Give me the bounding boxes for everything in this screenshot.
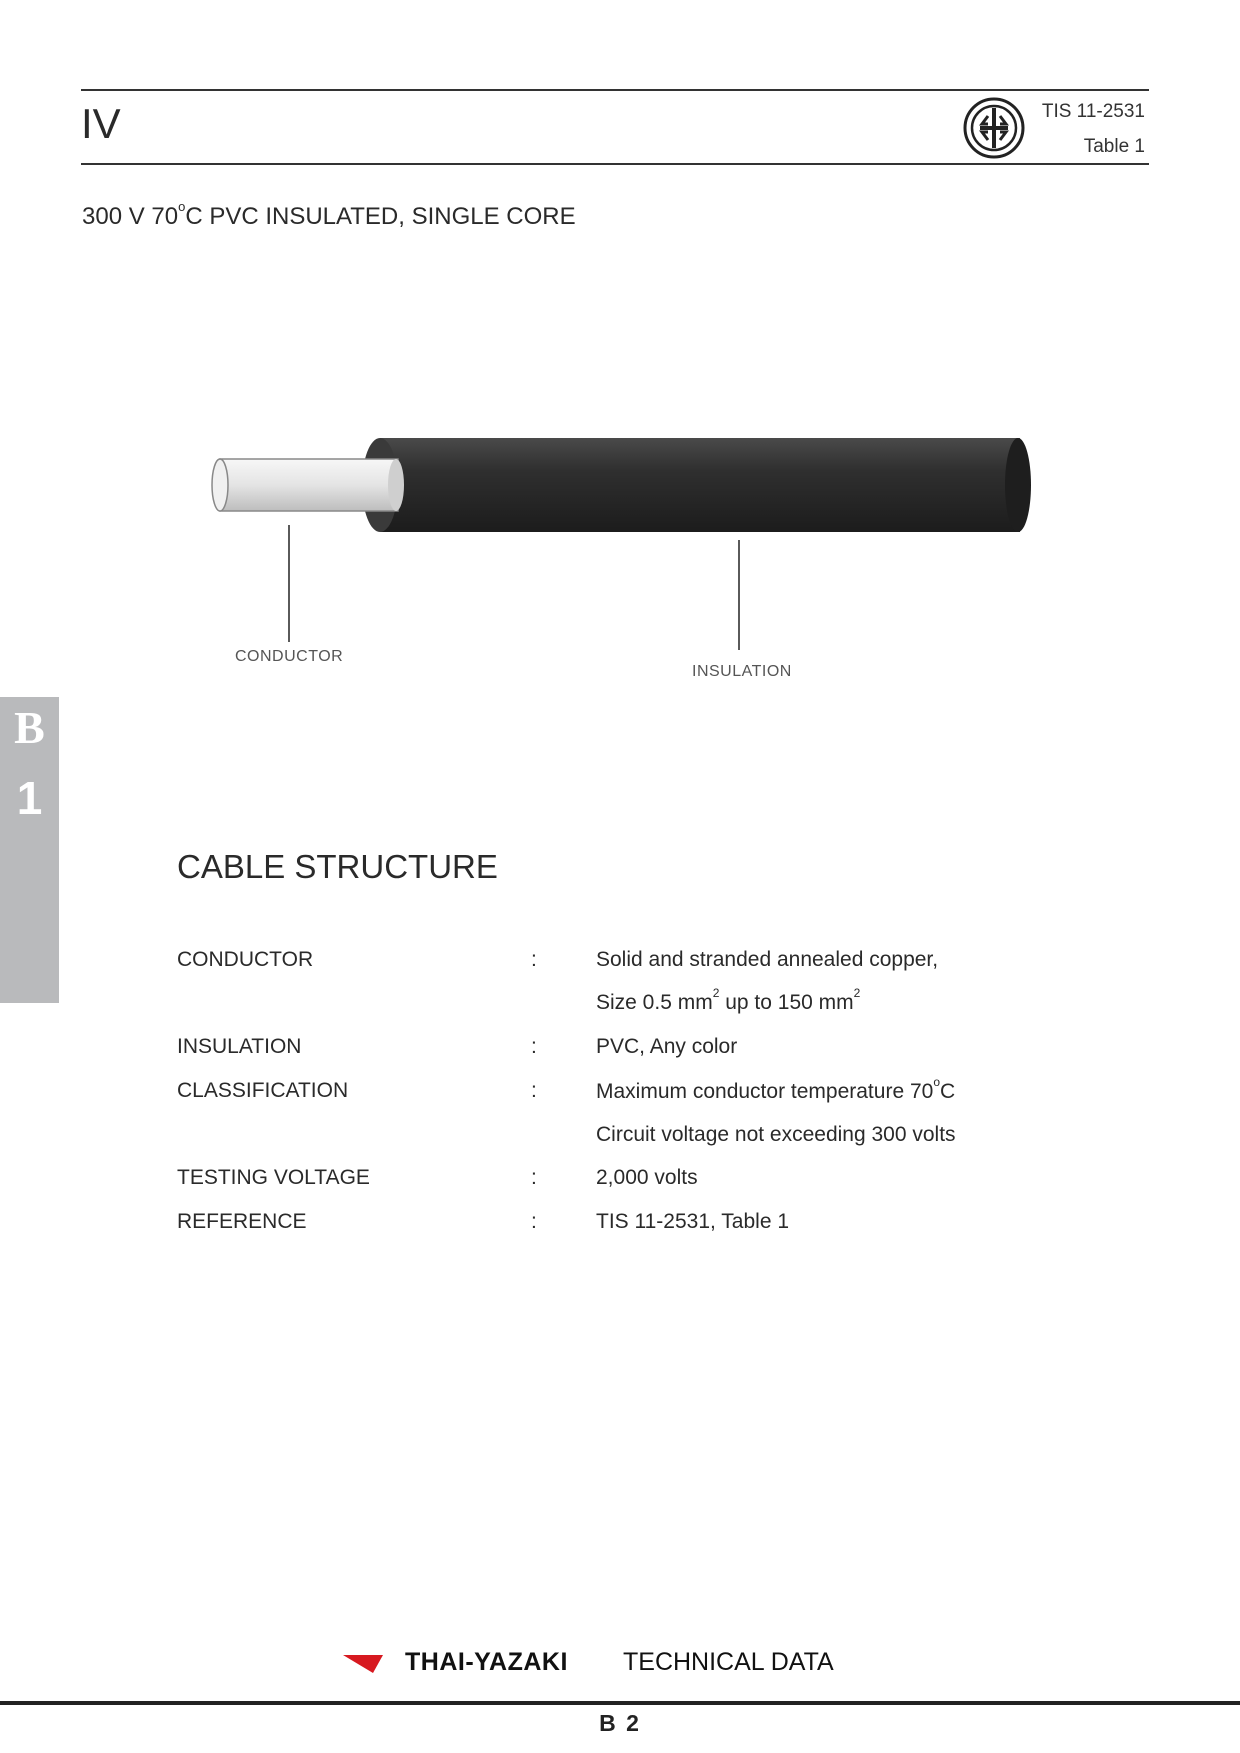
spec-value: PVC, Any color	[596, 1035, 738, 1058]
conductor-label: CONDUCTOR	[235, 648, 344, 665]
standard-number: TIS 11-2531	[1041, 101, 1145, 122]
document-title: IV	[81, 100, 121, 147]
section-heading: CABLE STRUCTURE	[177, 848, 498, 885]
spec-row-classification	[177, 1075, 1077, 1119]
spec-value: Circuit voltage not exceeding 300 volts	[596, 1123, 956, 1146]
page-number: B 2	[599, 1710, 641, 1736]
spec-value: TIS 11-2531, Table 1	[596, 1210, 790, 1233]
spec-value: Solid and stranded annealed copper,	[596, 948, 939, 971]
spec-label: INSULATION	[177, 1035, 302, 1058]
spec-label: TESTING VOLTAGE	[177, 1166, 370, 1189]
cable-subtitle: 300 V 70$^o$C PVC INSULATED, SINGLE CORE	[82, 199, 576, 230]
standard-table: Table 1	[1083, 136, 1145, 157]
spec-row-reference	[177, 1210, 1077, 1250]
tis-certification-mark-icon	[962, 96, 1026, 160]
cable-diagram	[200, 420, 1050, 650]
spec-row-circuit-voltage	[177, 1123, 1077, 1163]
spec-row-conductor	[177, 948, 1077, 988]
side-tab-number: 1	[16, 772, 43, 824]
spec-separator: :	[531, 1166, 537, 1189]
insulation-label: INSULATION	[692, 663, 792, 680]
side-tab-letter: B	[14, 702, 45, 753]
brand-name: THAI-YAZAKI	[405, 1648, 568, 1676]
header-bottom-rule	[81, 163, 1149, 165]
header-top-rule	[81, 89, 1149, 91]
spec-value: 2,000 volts	[596, 1166, 698, 1189]
insulation-body	[362, 438, 1031, 532]
thai-yazaki-logo-icon	[343, 1651, 383, 1677]
spec-separator: :	[531, 948, 537, 971]
conductor-core	[212, 459, 404, 511]
spec-separator: :	[531, 1210, 537, 1233]
spec-value: Size 0.5 $mm^2$ up to 150 $mm^2$	[596, 986, 861, 1014]
spec-label: CLASSIFICATION	[177, 1079, 349, 1102]
spec-row-conductor-size	[177, 986, 1077, 1030]
brand-tagline: TECHNICAL DATA	[623, 1648, 834, 1676]
spec-separator: :	[531, 1035, 537, 1058]
footer-rule	[0, 1701, 1240, 1705]
spec-label: REFERENCE	[177, 1210, 307, 1233]
section-side-tab	[0, 697, 59, 1003]
spec-separator: :	[531, 1079, 537, 1102]
spec-row-testing-voltage	[177, 1166, 1077, 1206]
spec-label: CONDUCTOR	[177, 948, 314, 971]
spec-value: Maximum conductor temperature 70$^o$C	[596, 1075, 956, 1103]
spec-row-insulation	[177, 1035, 1077, 1075]
